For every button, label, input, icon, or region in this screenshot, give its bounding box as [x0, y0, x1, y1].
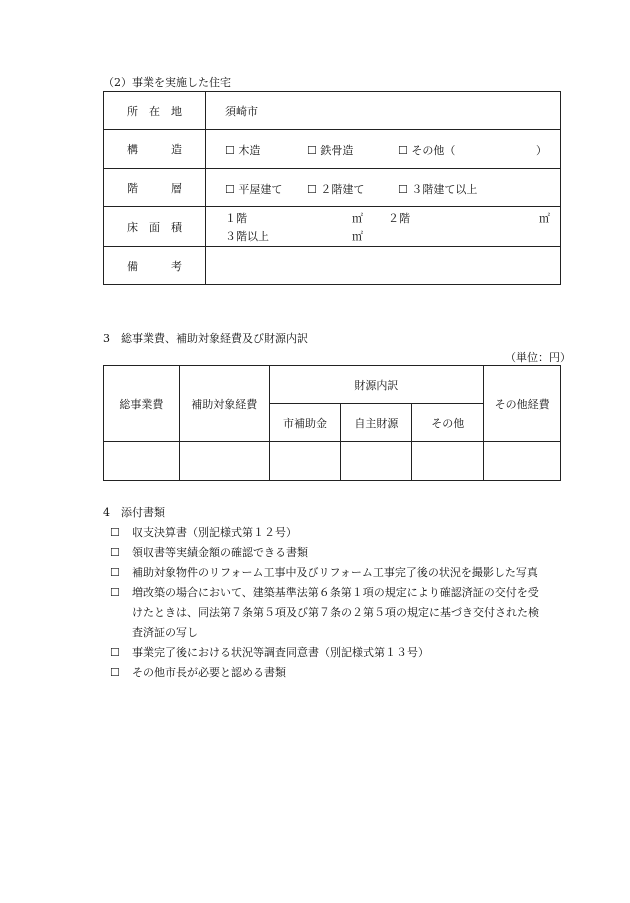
checkbox-icon[interactable]: ☐ — [110, 646, 120, 659]
floor1-unit: ㎡ — [352, 212, 363, 225]
location-value: 須崎市 — [206, 92, 561, 130]
cell-total-cost[interactable] — [104, 442, 180, 481]
attachment-item[interactable] — [110, 644, 429, 660]
structure-option-steel[interactable]: ☐ 鉄骨造 — [307, 144, 354, 157]
floor2-unit: ㎡ — [539, 212, 550, 225]
header-funding: 財源内訳 — [269, 366, 484, 404]
floor3-label: ３階以上 — [225, 230, 269, 243]
header-other-cost: その他経費 — [484, 366, 561, 442]
header-city-subsidy: 市補助金 — [269, 404, 341, 442]
cell-other-cost[interactable] — [484, 442, 561, 481]
attachment-text: 増改築の場合において、建築基準法第６条第１項の規定により確認済証の交付を受 — [132, 586, 539, 599]
header-subsidy-cost: 補助対象経費 — [179, 366, 269, 442]
remarks-value[interactable] — [206, 247, 561, 285]
attachment-item[interactable] — [110, 664, 286, 680]
section3-heading: 3 総事業費、補助対象経費及び財源内訳 — [103, 332, 308, 345]
checkbox-icon[interactable]: ☐ — [110, 526, 120, 539]
header-total-cost: 総事業費 — [104, 366, 180, 442]
floors-label: 階 層 — [104, 169, 206, 207]
header-own-funds: 自主財源 — [341, 404, 412, 442]
cost-table — [103, 365, 561, 481]
attachment-text-continued: 査済証の写し — [132, 626, 198, 639]
attachment-text: 収支決算書（別記様式第１２号） — [132, 526, 297, 539]
structure-option-other[interactable]: ☐ その他（ — [398, 144, 456, 157]
attachment-item[interactable] — [110, 564, 538, 580]
attachment-text: 事業完了後における状況等調査同意書（別記様式第１３号） — [132, 646, 429, 659]
attachment-text: その他市長が必要と認める書類 — [132, 666, 286, 679]
housing-table — [103, 91, 561, 285]
floors-option-three[interactable]: ☐ ３階建て以上 — [398, 183, 478, 196]
cell-subsidy-cost[interactable] — [179, 442, 269, 481]
attachment-text-continued: けたときは、同法第７条第５項及び第７条の２第５項の規定に基づき交付された検 — [132, 606, 539, 619]
structure-option-wood[interactable]: ☐ 木造 — [225, 144, 261, 157]
floor3-unit: ㎡ — [352, 230, 363, 243]
structure-other-close: ） — [536, 144, 547, 157]
attachment-item[interactable] — [110, 524, 297, 540]
checkbox-icon[interactable]: ☐ — [110, 546, 120, 559]
attachment-text: 領収書等実績金額の確認できる書類 — [132, 546, 308, 559]
floors-option-two[interactable]: ☐ ２階建て — [307, 183, 365, 196]
attachment-text: 補助対象物件のリフォーム工事中及びリフォーム工事完了後の状況を撮影した写真 — [132, 566, 538, 579]
section2-heading: （2）事業を実施した住宅 — [103, 76, 231, 89]
location-label: 所 在 地 — [104, 92, 206, 130]
cell-own-funds[interactable] — [341, 442, 412, 481]
remarks-label: 備 考 — [104, 247, 206, 285]
cell-other-funds[interactable] — [412, 442, 484, 481]
floor2-label: ２階 — [388, 212, 410, 225]
floor-area-label: 床 面 積 — [104, 207, 206, 247]
checkbox-icon[interactable]: ☐ — [110, 666, 120, 679]
floor1-label: １階 — [225, 212, 247, 225]
checkbox-icon[interactable]: ☐ — [110, 586, 120, 599]
checkbox-icon[interactable]: ☐ — [110, 566, 120, 579]
attachment-item[interactable] — [110, 544, 308, 560]
floors-option-one[interactable]: ☐ 平屋建て — [225, 183, 283, 196]
cell-city-subsidy[interactable] — [269, 442, 341, 481]
section4-heading: 4 添付書類 — [103, 506, 165, 519]
structure-label: 構 造 — [104, 130, 206, 169]
attachment-item[interactable] — [110, 584, 539, 600]
header-other-funds: その他 — [412, 404, 484, 442]
unit-note: （単位：円） — [505, 351, 571, 364]
